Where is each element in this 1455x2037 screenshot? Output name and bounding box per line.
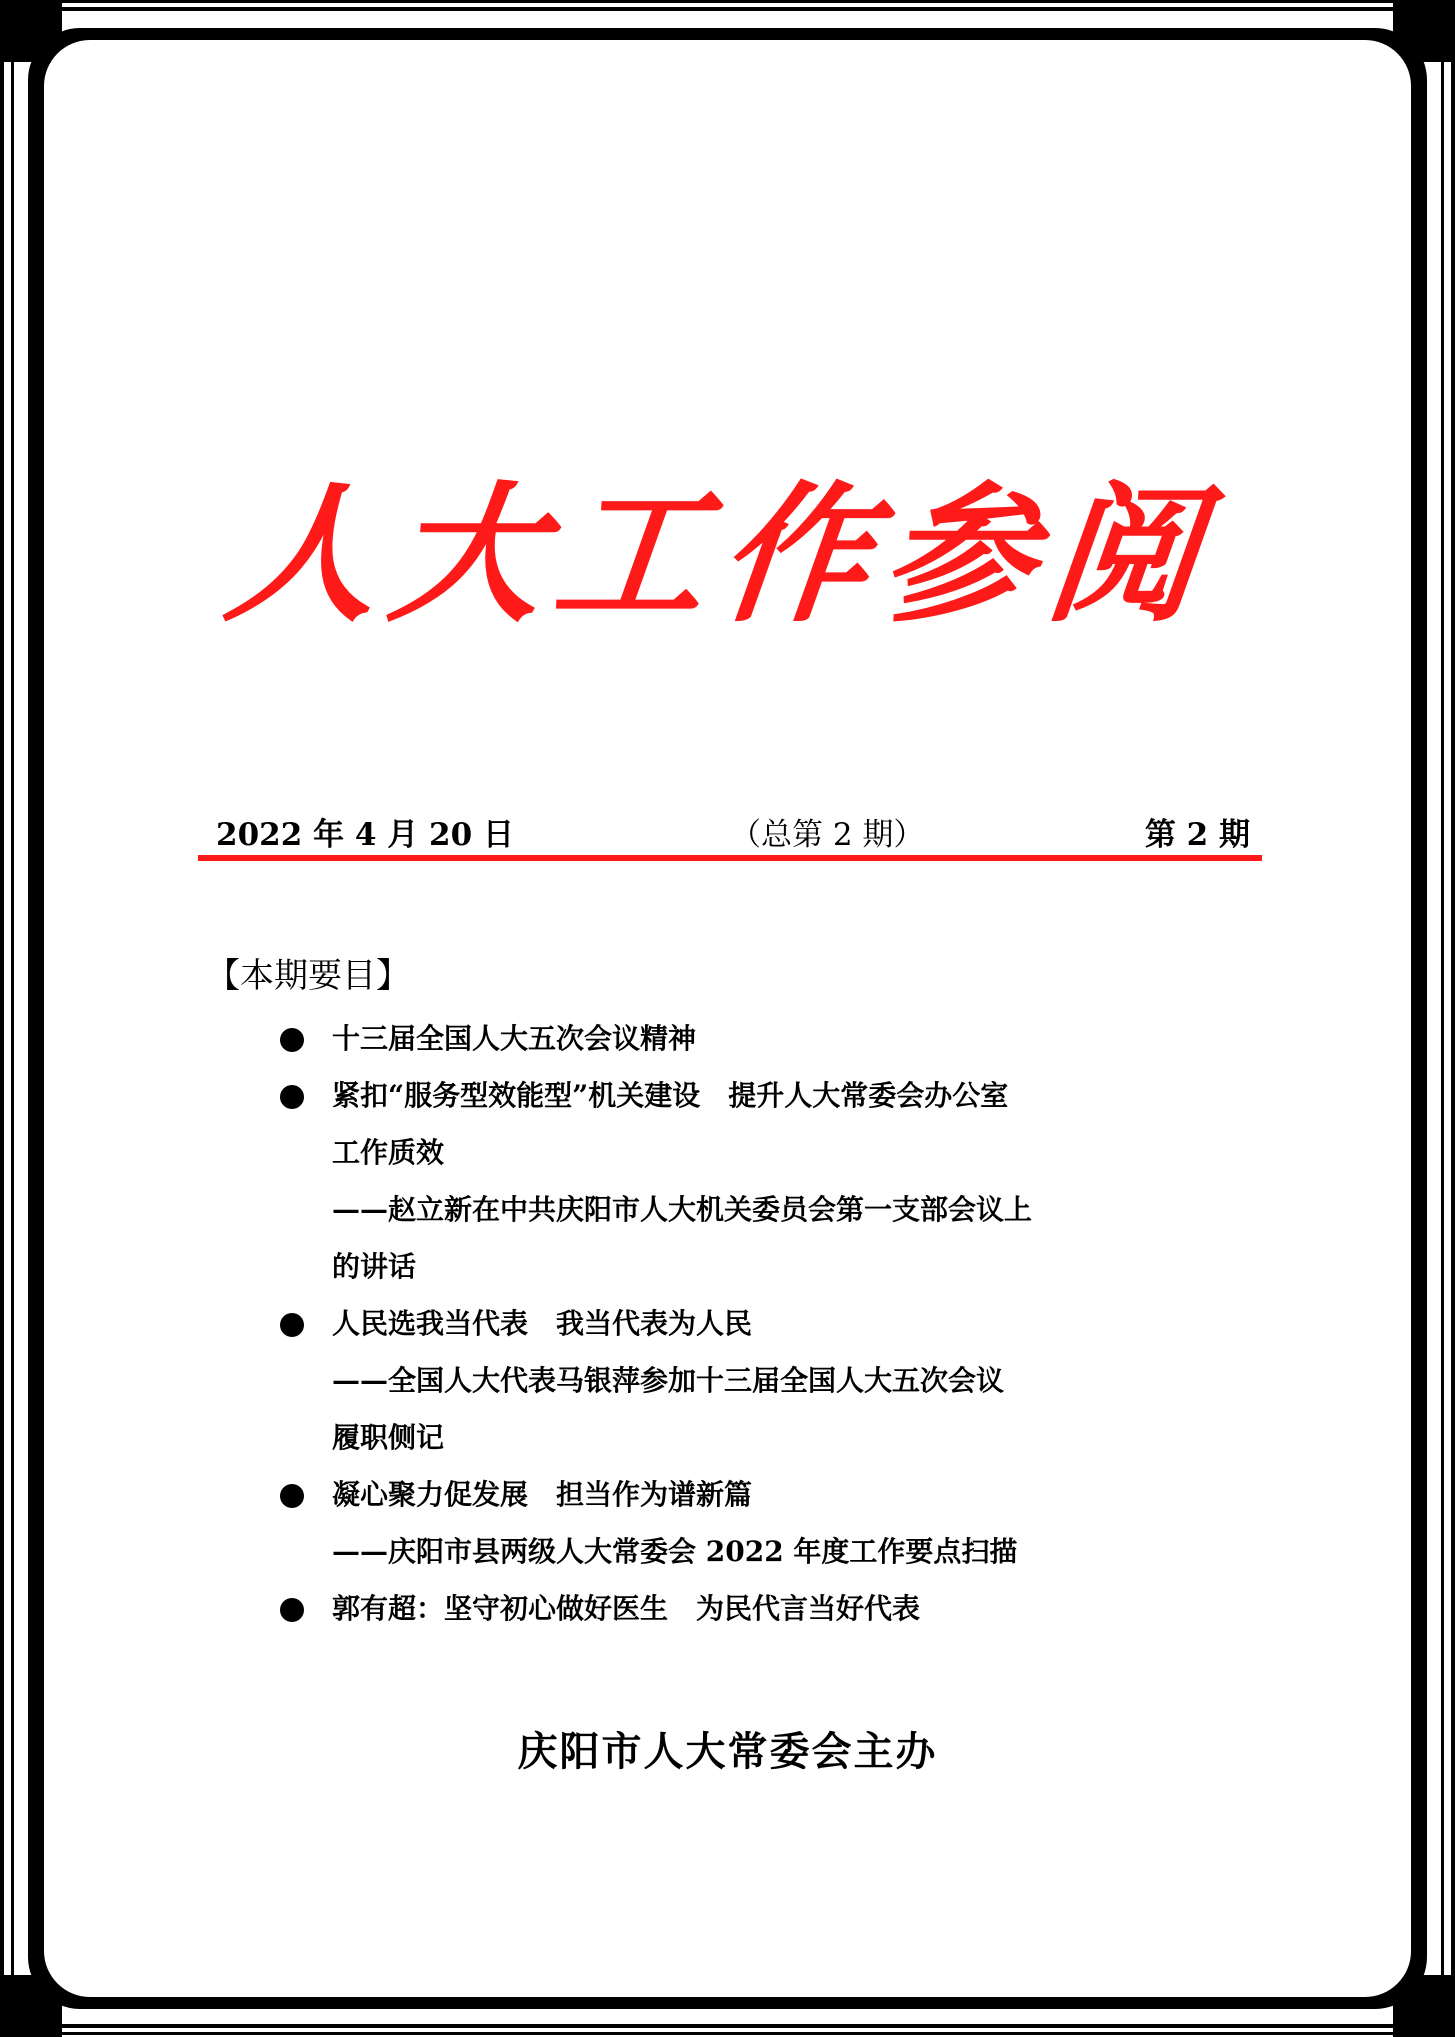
item-title-line: 郭有超：坚守初心做好医生 为民代言当好代表 [332,1592,921,1625]
list-item [276,1466,1266,1580]
contents-heading: 【本期要目】 [206,956,410,996]
item-title-line: 工作质效 [332,1136,445,1169]
item-subtitle-line: 履职侧记 [332,1421,445,1454]
list-item [276,1295,1266,1466]
bullet-icon [280,1598,304,1622]
list-item [276,1010,1266,1067]
item-subtitle-line: ——庆阳市县两级人大常委会 2022 年度工作要点扫描 [332,1535,1018,1568]
item-title-line: 凝心聚力促发展 担当作为谱新篇 [332,1478,753,1511]
item-subtitle-line: ——全国人大代表马银萍参加十三届全国人大五次会议 [332,1364,1005,1397]
frame-right-border [1441,62,1455,1975]
masthead [218,455,1258,655]
issue-info-row [198,805,1262,853]
frame-top-border [62,0,1396,11]
item-title-line: 人民选我当代表 我当代表为人民 [332,1307,753,1340]
frame-bottom-border [62,2024,1396,2035]
bullet-icon [280,1085,304,1109]
bullet-icon [280,1028,304,1052]
list-item [276,1580,1266,1637]
bullet-icon [280,1313,304,1337]
item-subtitle-line: ——赵立新在中共庆阳市人大机关委员会第一支部会议上 [332,1193,1033,1226]
masthead-title: 人大工作参阅 [218,467,1222,643]
item-title-line: 十三届全国人大五次会议精神 [332,1022,697,1055]
publisher-line: 庆阳市人大常委会主办 [517,1728,938,1775]
red-divider [198,855,1262,861]
bullet-icon [280,1484,304,1508]
item-subtitle-line: 的讲话 [332,1250,417,1283]
issue-number: 第 2 期 [1144,817,1250,853]
frame-left-border [0,62,14,1975]
issue-total-number: （总第 2 期） [730,817,925,853]
list-item [276,1067,1266,1295]
item-title-line: 紧扣“服务型效能型”机关建设 提升人大常委会办公室 [332,1079,1009,1112]
contents-list [276,1010,1266,1637]
issue-date: 2022 年 4 月 20 日 [216,817,514,853]
